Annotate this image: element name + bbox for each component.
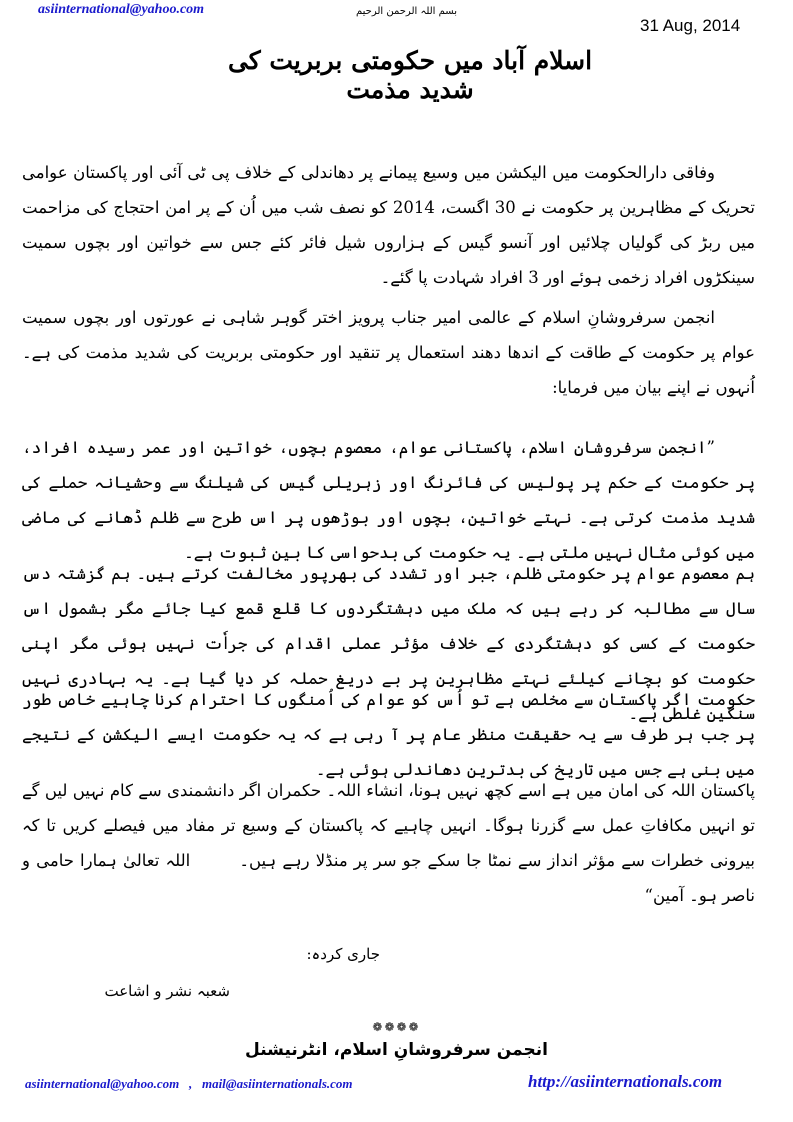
closing-prayer: اللہ تعالیٰ ہمارا حامی و ناصر ہو۔ آمین“ [22, 851, 755, 905]
website-link[interactable]: http://asiinternationals.com [528, 1072, 723, 1091]
bismillah-text: بسم اللہ الرحمن الرحیم [355, 6, 457, 17]
headline: اسلام آباد میں حکومتی بربریت کی شدید مذمت [227, 46, 593, 104]
footer-emails [25, 1076, 353, 1092]
paragraph-main: پاکستان اللہ کی امان میں ہے اسے کچھ نہیں ہونا، انشاء اللہ۔ حکمران اگر دانشمندی سے کام نہیں لیں گے تو انہیں مکافاتِ عمل سے گزرنا ہوگا۔ انہیں چاہیے کہ پاکستان کے وسیع تر مفاد میں فیصلے کریں تا کہ بیرونی خطرات سے مؤثر انداز سے نمٹا جا سکے جو سر پر منڈلا رہے ہیں۔ [22, 781, 755, 870]
footer-website [528, 1072, 722, 1092]
paragraph-text: ”انجمن سرفروشانِ اسلام، پاکستانی عوام، معصوم بچوں، خواتین اور عمر رسیدہ افراد، پر حکومت کے حکم پر پولیس کی فائرنگ اور زہریلی گیس کی شیلنگ سے وحشیانہ حملے کی شدید مذمت کرتی ہے۔ نہتے خواتین، بچوں اور بوڑھوں پر اس طرح سے ظلم ڈھانے کی ماضی میں کوئی مثال نہیں ملتی ہے۔ یہ حکومت کی بدحواسی کا بین ثبوت ہے۔ [22, 438, 755, 562]
paragraph-text: وفاقی دارالحکومت میں الیکشن میں وسیع پیمانے پر دھاندلی کے خلاف پی ٹی آئی اور پاکستان عوامی تحریک کے مظاہرین پر حکومت نے 30 اگست، 2014 کو نصف شب میں اُن کے پر امن احتجاج کی مزاحمت میں ربڑ کی گولیاں چلائیں اور آنسو گیس کے ہزاروں شیل فائر کئے جس سے خواتین اور بچوں سمیت سینکڑوں افراد زخمی ہوئے اور 3 افراد شہادت پا گئے۔ [22, 163, 755, 287]
body-paragraph-1 [22, 155, 755, 295]
department-name: شعبہ نشر و اشاعت [104, 982, 230, 1000]
body-paragraph-5 [22, 682, 755, 787]
date: 31 Aug, 2014 [640, 16, 741, 35]
email-separator: , [188, 1076, 193, 1091]
body-paragraph-2 [22, 300, 755, 405]
body-paragraph-6 [22, 773, 755, 913]
ornament-divider-icon: ❁❁❁❁ [372, 1020, 421, 1034]
paragraph-text: ہم معصوم عوام پر حکومتی ظلم، جبر اور تشدد کی بھرپور مخالفت کرتے ہیں۔ ہم گزشتہ دس سال سے مطالبہ کر رہے ہیں کہ ملک میں دہشتگردوں کا قلع قمع کیا جائے مگر بشمول اس حکومت کے کسی کو دہشتگردی کے خلاف مؤثر عملی اقدام کی جراٗت نہیں ہوئی مگر اپنی حکومت کو بچانے کیلئے نہتے مظاہرین پر بے دریغ حملہ کر دیا گیا ہے۔ یہ بہادری نہیں سنگین غلطی ہے۔ [22, 564, 755, 723]
paragraph-text: انجمن سرفروشانِ اسلام کے عالمی امیر جناب پرویز اختر گوہر شاہی نے عورتوں اور بچوں سمیت عوام پر حکومت کے طاقت کے اندھا دھند استعمال پر تنقید اور حکومتی بربریت کی شدید مذمت کی ہے۔ اُنہوں نے اپنے بیان میں فرمایا: [22, 308, 755, 397]
body-paragraph-3-quote [22, 430, 755, 570]
footer-email-2[interactable]: mail@asiinternationals.com [201, 1076, 353, 1091]
paragraph-text: حکومت اگر پاکستان سے مخلص ہے تو اُس کو عوام کی اُمنگوں کا احترام کرنا چاہیے خاص طور پر جب ہر طرف سے یہ حقیقت منظر عام پر آ رہی ہے کہ یہ حکومت ایسے الیکشن کے نتیجے میں بنی ہے جس میں تاریخ کی بدترین دھاندلی ہوئی ہے۔ [22, 690, 755, 779]
paragraph-text [22, 773, 755, 913]
header-email[interactable]: asiinternational@yahoo.com [38, 2, 205, 17]
issued-by-label: جاری کردہ: [306, 945, 380, 963]
organization-name: انجمن سرفروشانِ اسلام، انٹرنیشنل [245, 1040, 548, 1060]
footer-email-1[interactable]: asiinternational@yahoo.com [25, 1076, 180, 1091]
